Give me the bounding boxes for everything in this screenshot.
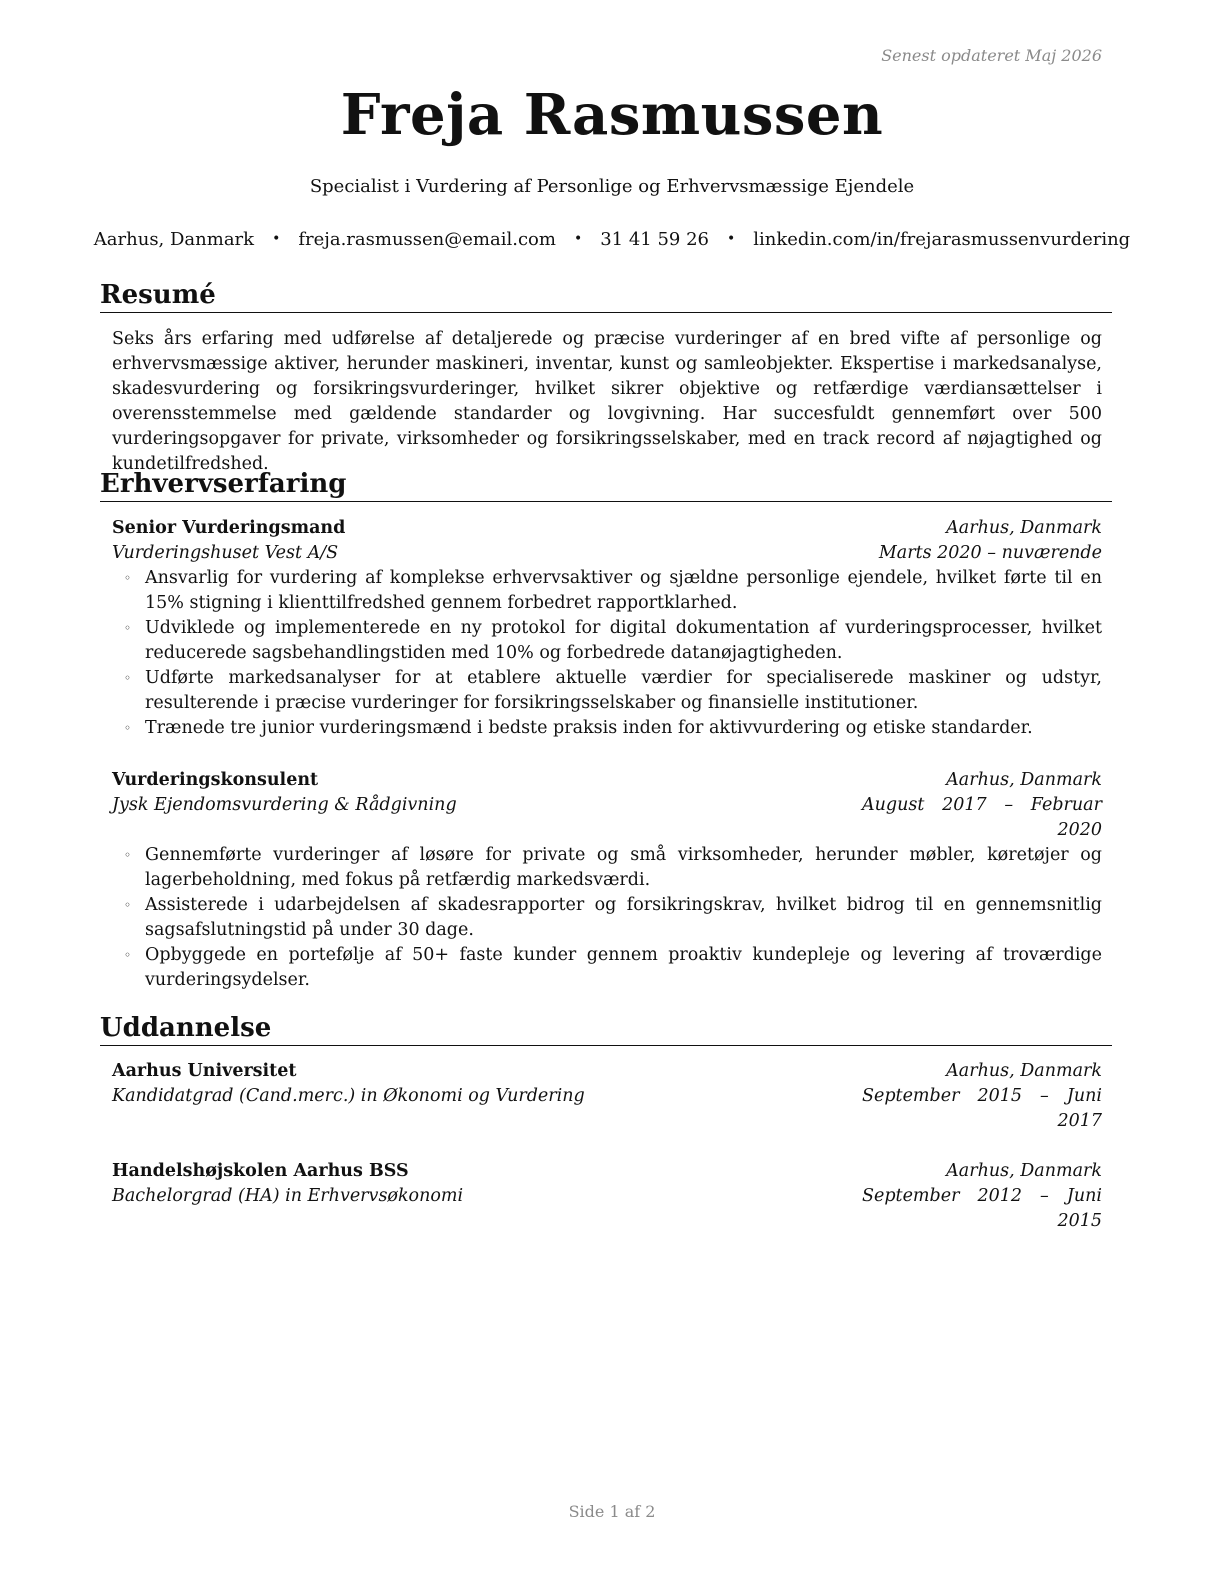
job-entry [112,768,1102,993]
bullet-separator: • [727,231,736,247]
job-subtitle: Specialist i Vurdering af Personlige og Erhvervsmæssige Ejendele [309,176,915,197]
contact-email[interactable]: freja.rasmussen@email.com [298,229,556,250]
degree: Bachelorgrad (HA) in Erhvervsøkonomi [112,1186,464,1206]
bullet-text: Gennemførte vurderinger af løsøre for private og små virksomheder, herunder møbler, køretøjer og lagerbeholdning, med fokus på retfærdig markedsværdi. [145,845,1102,890]
summary-text: Seks års erfaring med udførelse af detaljerede og præcise vurderinger af en bred vifte af personlige og erhvervsmæssige aktiver, herunder maskineri, inventar, kunst og samleobjekter. Ekspertise i markedsanalyse, skadesvurdering og forsikringsvurderinger, hvilket sikrer objektive og retfærdige værdiansættelser i overensstemmelse med gældende standarder og lovgivning. Har succesfuldt gennemført over 500 vurderingsopgaver for private, virksomheder og forsikringsselskaber, med en track record af nøjagtighed og kundetilfredshed. [112,329,1102,474]
bullet-text: Trænede tre junior vurderingsmænd i bedste praksis inden for aktivvurdering og etiske standarder. [145,718,1033,738]
school-location: Aarhus, Danmark [946,1061,1102,1081]
circle-bullet-icon: ◦ [124,948,132,962]
job-dates: August 2017 – Februar 2020 [862,795,1102,840]
contact-linkedin[interactable]: linkedin.com/in/frejarasmussenvurdering [753,229,1131,250]
bullet-text: Udviklede og implementerede en ny protokol for digital dokumentation af vurderingsprocesser, hvilket reducerede sagsbehandlingstiden med 10% og forbedrede datanøjagtigheden. [145,618,1102,663]
last-updated: Senest opdateret Maj 2026 [881,46,1102,65]
contact-line [0,229,1224,250]
list-item [112,716,1102,741]
job-location: Aarhus, Danmark [946,770,1102,790]
job-title: Senior Vurderingsmand [112,518,346,538]
school-location: Aarhus, Danmark [946,1161,1102,1181]
circle-bullet-icon: ◦ [124,898,132,912]
section-heading-summary: Resumé [100,280,1112,313]
list-item [112,616,1102,666]
circle-bullet-icon: ◦ [124,621,132,635]
job-title: Vurderingskonsulent [112,770,319,790]
list-item [112,943,1102,993]
bullet-separator: • [272,231,281,247]
bullet-text: Opbyggede en portefølje af 50+ faste kunder gennem proaktiv kundepleje og levering af troværdige vurderingsydelser. [145,945,1102,990]
job-company: Jysk Ejendomsvurdering & Rådgivning [112,795,457,815]
job-location: Aarhus, Danmark [946,518,1102,538]
section-heading-experience: Erhvervserfaring [100,469,1112,502]
school-name: Handelshøjskolen Aarhus BSS [112,1161,409,1181]
candidate-name: Freja Rasmussen [340,82,884,148]
section-heading-education: Uddannelse [100,1013,1112,1046]
job-bullets [112,843,1102,993]
degree: Kandidatgrad (Cand.merc.) in Økonomi og Vurdering [112,1086,585,1106]
circle-bullet-icon: ◦ [124,571,132,585]
list-item [112,893,1102,943]
job-bullets [112,566,1102,741]
contact-phone: 31 41 59 26 [600,229,709,250]
circle-bullet-icon: ◦ [124,671,132,685]
list-item [112,843,1102,893]
job-entry [112,516,1102,741]
education-entry [112,1159,1102,1234]
bullet-text: Ansvarlig for vurdering af komplekse erhvervsaktiver og sjældne personlige ejendele, hvilket førte til en 15% stigning i klienttilfredshed gennem forbedret rapportklarhed. [145,568,1102,613]
bullet-text: Assisterede i udarbejdelsen af skadesrapporter og forsikringskrav, hvilket bidrog til en gennemsnitlig sagsafslutningstid på under 30 dage. [145,895,1102,940]
list-item [112,666,1102,716]
contact-location: Aarhus, Danmark [93,229,255,250]
job-company: Vurderingshuset Vest A/S [112,543,339,563]
bullet-text: Udførte markedsanalyser for at etablere aktuelle værdier for specialiserede maskiner og udstyr, resulterende i præcise vurderinger for forsikringsselskaber og finansielle institutioner. [145,668,1102,713]
education-dates: September 2015 – Juni 2017 [862,1086,1102,1131]
education-dates: September 2012 – Juni 2015 [862,1186,1102,1231]
education-entry [112,1059,1102,1134]
bullet-separator: • [573,231,583,247]
page-number: Side 1 af 2 [568,1502,656,1521]
job-dates: Marts 2020 – nuværende [878,543,1102,563]
school-name: Aarhus Universitet [112,1061,297,1081]
circle-bullet-icon: ◦ [124,848,132,862]
circle-bullet-icon: ◦ [124,721,132,735]
list-item [112,566,1102,616]
